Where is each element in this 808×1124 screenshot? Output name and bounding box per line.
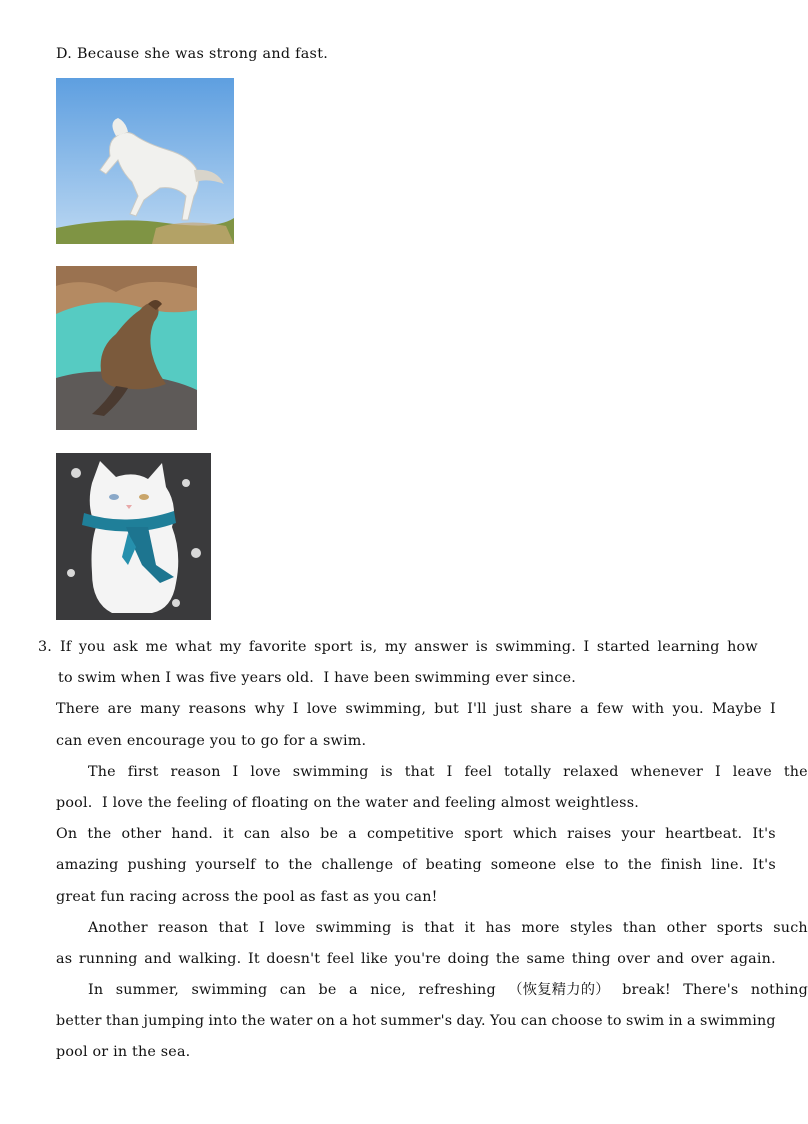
answer-option-d: D. Because she was strong and fast. — [56, 46, 329, 62]
passage-line-6: pool. I love the feeling of floating on the water and feeling almost weightless. — [56, 794, 639, 811]
passage-line-8: amazing pushing yourself to the challenge of beating someone else to the finish line. It's — [56, 857, 776, 874]
passage-line-5: The first reason I love swimming is that I feel totally relaxed whenever I leave the — [88, 763, 808, 780]
question-number: 3. — [38, 639, 53, 655]
passage-text: If you ask me what my favorite sport is, my answer is swimming. I started learning how — [60, 639, 758, 655]
passage-line-3: There are many reasons why I love swimming, but I'll just share a few with you. Maybe I — [56, 701, 776, 718]
reading-passage — [38, 638, 808, 1075]
passage-line-14: pool or in the sea. — [56, 1044, 191, 1061]
cat-image — [56, 453, 211, 620]
passage-line-2: to swim when I was five years old. I have been swimming ever since. — [58, 670, 577, 687]
passage-line-12: In summer, swimming can be a nice, refreshing （恢复精力的） break! There's nothing — [88, 982, 808, 999]
passage-line-4: can even encourage you to go for a swim. — [56, 732, 367, 749]
passage-line-7: On the other hand. it can also be a competitive sport which raises your heartbeat. It's — [56, 826, 776, 843]
passage-line-10: Another reason that I love swimming is that it has more styles than other sports such — [88, 919, 808, 936]
horse-image — [56, 78, 234, 244]
passage-line-11: as running and walking. It doesn't feel like you're doing the same thing over and over again. — [56, 950, 776, 967]
passage-line-1 — [38, 638, 758, 669]
passage-line-13: better than jumping into the water on a hot summer's day. You can choose to swim in a swimming — [56, 1013, 776, 1030]
passage-line-9: great fun racing across the pool as fast as you can! — [56, 888, 438, 905]
sea-lion-image — [56, 266, 197, 430]
